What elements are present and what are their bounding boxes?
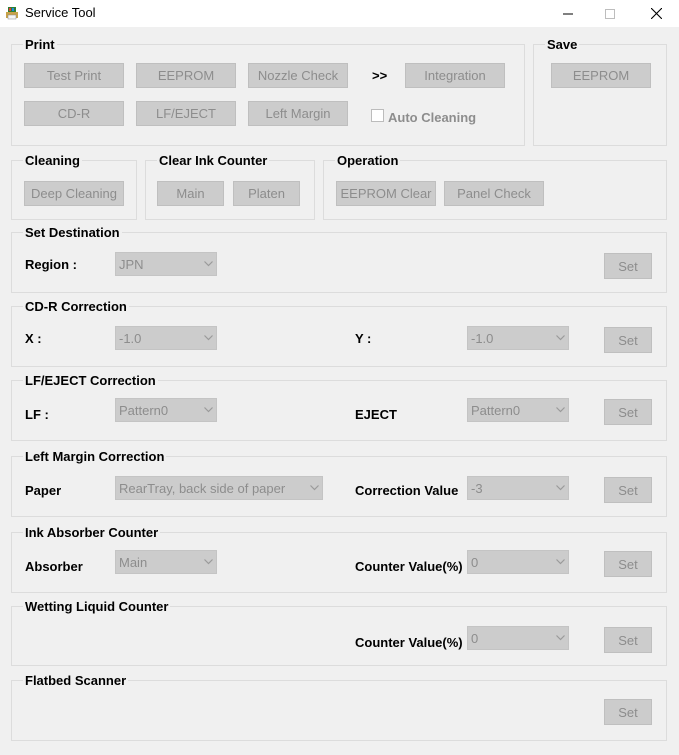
cdr-correction-set-button[interactable]: Set xyxy=(604,327,652,353)
chevron-down-icon xyxy=(552,327,568,349)
lf-eject-set-button[interactable]: Set xyxy=(604,399,652,425)
flatbed-scanner-set-button[interactable]: Set xyxy=(604,699,652,725)
cdr-y-select[interactable] xyxy=(467,326,569,350)
cdr-x-label: X : xyxy=(25,331,42,346)
arrows-label: >> xyxy=(372,68,388,83)
nozzle-check-button[interactable]: Nozzle Check xyxy=(248,63,348,88)
chevron-down-icon xyxy=(200,551,216,573)
eeprom-clear-button[interactable]: EEPROM Clear xyxy=(336,181,436,206)
left-margin-correction-title: Left Margin Correction xyxy=(25,449,165,464)
lf-label: LF : xyxy=(25,407,49,422)
left-margin-set-button[interactable]: Set xyxy=(604,477,652,503)
wetting-liquid-set-button[interactable]: Set xyxy=(604,627,652,653)
title-bar xyxy=(0,0,679,27)
cdr-y-value: -1.0 xyxy=(471,330,494,346)
window-title: Service Tool xyxy=(25,5,96,20)
cdr-button[interactable]: CD-R xyxy=(24,101,124,126)
auto-cleaning-label: Auto Cleaning xyxy=(388,110,477,125)
eject-value: Pattern0 xyxy=(471,402,521,418)
cdr-y-label: Y : xyxy=(355,331,372,346)
chevron-down-icon xyxy=(552,399,568,421)
wetting-counter-value-select[interactable] xyxy=(467,626,569,650)
wetting-counter-value: 0 xyxy=(471,630,479,646)
lf-eject-correction-title: LF/EJECT Correction xyxy=(25,373,156,388)
region-label: Region : xyxy=(25,257,77,272)
ink-absorber-set-button[interactable]: Set xyxy=(604,551,652,577)
chevron-down-icon xyxy=(552,551,568,573)
print-group xyxy=(11,37,525,146)
paper-value: RearTray, back side of paper xyxy=(119,480,286,496)
chevron-down-icon xyxy=(200,253,216,275)
maximize-icon[interactable] xyxy=(587,0,633,27)
lf-value: Pattern0 xyxy=(119,402,169,418)
chevron-down-icon xyxy=(306,477,322,499)
lf-select[interactable] xyxy=(115,398,217,422)
printer-app-icon xyxy=(5,6,19,20)
flatbed-scanner-group xyxy=(11,673,667,741)
absorber-counter-value: 0 xyxy=(471,554,479,570)
test-print-button[interactable]: Test Print xyxy=(24,63,124,88)
print-group-title: Print xyxy=(25,37,55,52)
cleaning-group-title: Cleaning xyxy=(25,153,80,168)
cdr-correction-title: CD-R Correction xyxy=(25,299,127,314)
chevron-down-icon xyxy=(552,627,568,649)
chevron-down-icon xyxy=(200,327,216,349)
set-destination-group xyxy=(11,225,667,293)
chevron-down-icon xyxy=(200,399,216,421)
cdr-x-value: -1.0 xyxy=(119,330,142,346)
save-eeprom-button[interactable]: EEPROM xyxy=(551,63,651,88)
paper-select[interactable] xyxy=(115,476,323,500)
panel-check-button[interactable]: Panel Check xyxy=(444,181,544,206)
region-select[interactable] xyxy=(115,252,217,276)
chevron-down-icon xyxy=(552,477,568,499)
eject-select[interactable] xyxy=(467,398,569,422)
absorber-label: Absorber xyxy=(25,559,83,574)
clear-ink-main-button[interactable]: Main xyxy=(157,181,224,206)
set-destination-title: Set Destination xyxy=(25,225,120,240)
absorber-select[interactable] xyxy=(115,550,217,574)
integration-button[interactable]: Integration xyxy=(405,63,505,88)
deep-cleaning-button[interactable]: Deep Cleaning xyxy=(24,181,124,206)
region-value: JPN xyxy=(119,256,144,272)
wetting-counter-value-label: Counter Value(%) xyxy=(355,635,463,650)
eject-label: EJECT xyxy=(355,407,397,422)
paper-label: Paper xyxy=(25,483,62,498)
absorber-value: Main xyxy=(119,554,148,570)
lf-eject-button[interactable]: LF/EJECT xyxy=(136,101,236,126)
clear-ink-counter-title: Clear Ink Counter xyxy=(159,153,268,168)
operation-group-title: Operation xyxy=(337,153,399,168)
absorber-counter-value-label: Counter Value(%) xyxy=(355,559,463,574)
cdr-x-select[interactable] xyxy=(115,326,217,350)
wetting-liquid-counter-title: Wetting Liquid Counter xyxy=(25,599,169,614)
correction-value-select[interactable] xyxy=(467,476,569,500)
correction-value: -3 xyxy=(471,480,483,496)
print-eeprom-button[interactable]: EEPROM xyxy=(136,63,236,88)
set-destination-set-button[interactable]: Set xyxy=(604,253,652,279)
flatbed-scanner-title: Flatbed Scanner xyxy=(25,673,127,688)
minimize-icon[interactable] xyxy=(545,0,591,27)
absorber-counter-value-select[interactable] xyxy=(467,550,569,574)
close-icon[interactable] xyxy=(633,0,679,27)
left-margin-button[interactable]: Left Margin xyxy=(248,101,348,126)
auto-cleaning-checkbox[interactable] xyxy=(371,109,384,122)
save-group-title: Save xyxy=(547,37,578,52)
ink-absorber-counter-title: Ink Absorber Counter xyxy=(25,525,159,540)
clear-ink-platen-button[interactable]: Platen xyxy=(233,181,300,206)
correction-value-label: Correction Value xyxy=(355,483,459,498)
save-group xyxy=(533,37,667,146)
